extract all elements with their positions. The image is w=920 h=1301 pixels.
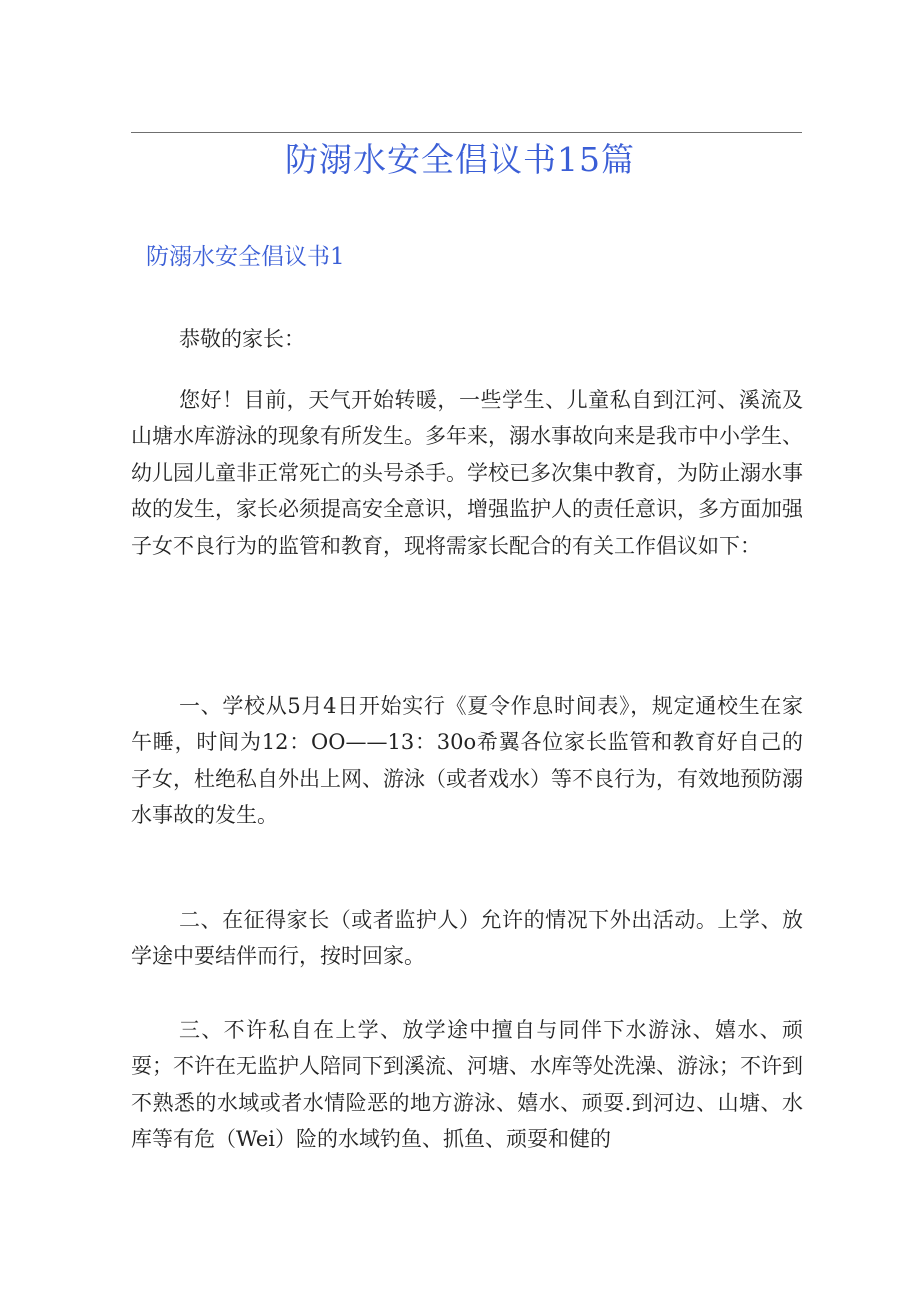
top-divider — [131, 132, 802, 133]
document-title: 防溺水安全倡议书15篇 — [285, 140, 635, 179]
greeting-paragraph: 恭敬的家长： — [179, 327, 305, 351]
body-paragraph-item-2: 二、在征得家长（或者监护人）允许的情况下外出活动。上学、放学途中要结伴而行，按时回家。 — [131, 908, 803, 969]
body-paragraph-item-3: 三、不许私自在上学、放学途中擅自与同伴下水游泳、嬉水、顽耍；不许在无监护人陪同下到溪流、河塘、水库等处洗澡、游泳；不许到不熟悉的水域或者水情险恶的地方游泳、嬉水、顽耍.到河边、山塘、水库等有危（Wei）险的水域钓鱼、抓鱼、顽耍和健的 — [131, 1018, 803, 1152]
section-title: 防溺水安全倡议书1 — [146, 244, 345, 270]
body-paragraph-item-1: 一、学校从5月4日开始实行《夏令作息时间表》，规定通校生在家午睡，时间为12：OO——13：30o希翼各位家长监管和教育好自己的子女，杜绝私自外出上网、游泳（或者戏水）等不良行为，有效地预防溺水事故的发生。 — [131, 694, 803, 828]
body-paragraph-intro: 您好！目前，天气开始转暖，一些学生、儿童私自到江河、溪流及山塘水库游泳的现象有所发生。多年来，溺水事故向来是我市中小学生、幼儿园儿童非正常死亡的头号杀手。学校已多次集中教育，为防止溺水事故的发生，家长必须提高安全意识，增强监护人的责任意识，多方面加强子女不良行为的监管和教育，现将需家长配合的有关工作倡议如下： — [131, 388, 803, 558]
